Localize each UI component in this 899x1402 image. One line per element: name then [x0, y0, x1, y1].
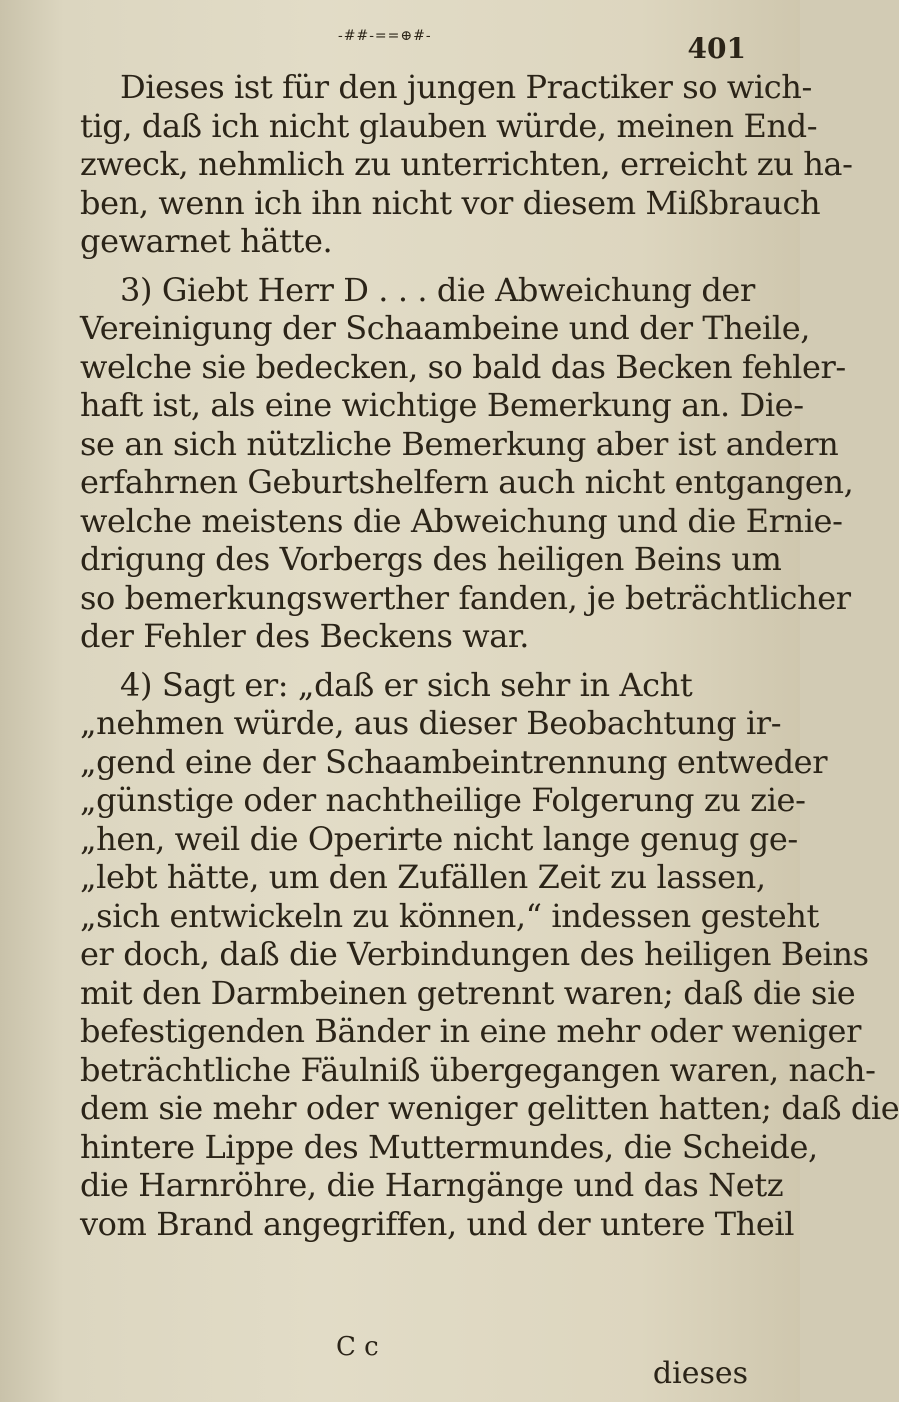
text-line: hintere Lippe des Muttermundes, die Scheide,: [80, 1127, 818, 1166]
text-line: erfahrnen Geburtshelfern auch nicht entgangen,: [80, 463, 854, 501]
catchword: dieses: [652, 1356, 748, 1391]
text-line: 4) Sagt er: „daß er sich sehr in Acht: [120, 665, 693, 704]
text-line: beträchtliche Fäulniß übergegangen waren, nach-: [80, 1050, 876, 1089]
text-line: drigung des Vorbergs des heiligen Beins um: [80, 540, 782, 578]
text-line: 3) Giebt Herr D . . . die Abweichung der: [120, 270, 755, 309]
text-line: die Harnröhre, die Harngänge und das Netz: [80, 1166, 784, 1204]
text-line: Vereinigung der Schaambeine und der Theile,: [80, 309, 811, 347]
text-line: welche sie bedecken, so bald das Becken fehler-: [80, 347, 846, 386]
text-line: vom Brand angegriffen, und der untere Theil: [80, 1204, 795, 1243]
text-line: „lebt hätte, um den Zufällen Zeit zu lassen,: [80, 858, 766, 896]
paragraph-1: [80, 68, 853, 261]
text-line: mit den Darmbeinen getrennt waren; daß die sie: [80, 973, 856, 1012]
text-line: zweck, nehmlich zu unterrichten, erreicht zu ha-: [80, 145, 853, 183]
text-line: der Fehler des Beckens war.: [80, 617, 530, 655]
text-line: „nehmen würde, aus dieser Beobachtung ir-: [80, 704, 782, 742]
text-line: er doch, daß die Verbindungen des heiligen Beins: [80, 935, 869, 973]
text-line: gewarnet hätte.: [80, 222, 333, 260]
text-line: „hen, weil die Operirte nicht lange genug ge-: [80, 819, 798, 858]
text-line: welche meistens die Abweichung und die Ernie-: [80, 501, 843, 540]
text-line: so bemerkungswerther fanden, je beträchtlicher: [80, 578, 851, 617]
text-line: tig, daß ich nicht glauben würde, meinen End-: [80, 106, 818, 145]
text-line: se an sich nützliche Bemerkung aber ist andern: [80, 424, 839, 463]
paragraph-2: [80, 270, 854, 656]
text-line: ben, wenn ich ihn nicht vor diesem Mißbrauch: [80, 183, 821, 222]
text-line: Dieses ist für den jungen Practiker so wich-: [120, 68, 812, 106]
page-number: 401: [687, 32, 746, 65]
text-line: „günstige oder nachtheilige Folgerung zu zie-: [80, 781, 806, 819]
text-line: dem sie mehr oder weniger gelitten hatten; daß die: [80, 1089, 899, 1127]
text-line: „sich entwickeln zu können,“ indessen gesteht: [80, 896, 819, 935]
paragraph-3: [80, 665, 899, 1244]
text-line: „gend eine der Schaambeintrennung entweder: [80, 742, 828, 781]
text-line: befestigenden Bänder in eine mehr oder weniger: [80, 1012, 861, 1050]
signature-mark: C c: [336, 1332, 379, 1362]
header-ornament: -##-==⊕#-: [338, 28, 432, 44]
text-line: haft ist, als eine wichtige Bemerkung an. Die-: [80, 386, 804, 424]
page-header: [80, 28, 752, 68]
